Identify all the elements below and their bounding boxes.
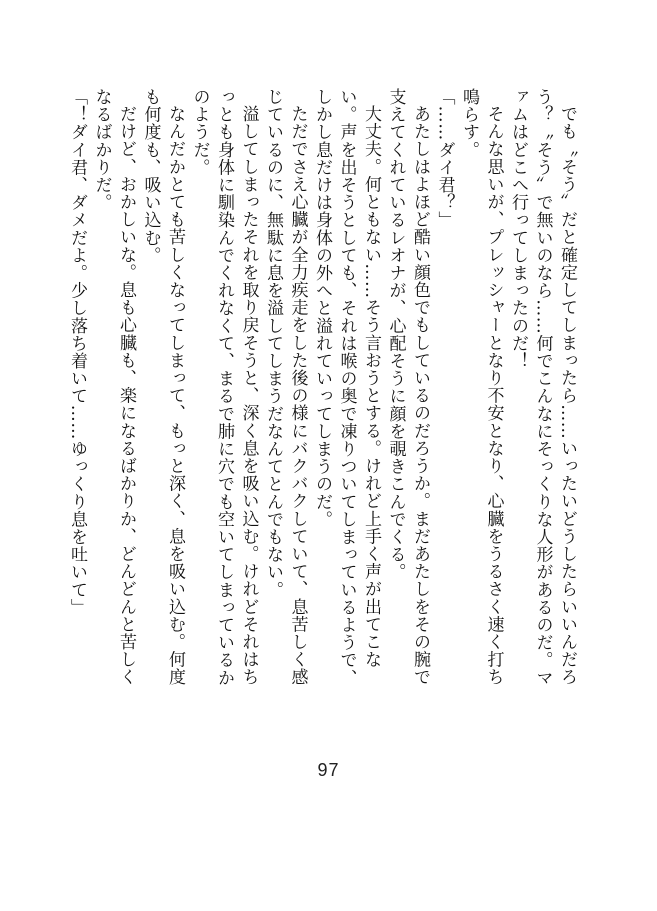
paragraph-4: あたしはよほど酷い顔色でもしているのだろうか。まだあたしをその腕で支えてくれているレオナが、心配そうに顔を覗きこんでくる。 xyxy=(385,88,430,686)
paragraph-3-dialogue: 「……ダイ君？」 xyxy=(434,88,455,229)
paragraph-5: 大丈夫。何ともない……そう言おうとする。けれど上手く声が出てこない。声を出そうとしても、それは喉の奥で凍りついてしまっているようで、しかし息だけは身体の外へと溢れていってしまうのだ。 xyxy=(312,88,381,687)
paragraph-8: なんだかとても苦しくなってしまって、もっと深く、息を吸い込む。何度も何度も、吸い込む。 xyxy=(140,88,185,686)
paragraph-9: だけど、おかしいな。息も心臓も、楽になるばかりか、どんどんと苦しくなるばかりだ。 xyxy=(91,88,136,686)
paragraph-1: でも〝そう〟だと確定してしまったら……いったいどうしたらいいんだろう？〝そう〟で無いのなら……何でこんなにそっくりな人形があるのだ。マァムはどこへ行ってしまったのだ！ xyxy=(508,88,577,687)
vertical-text-body xyxy=(59,88,579,700)
paragraph-2: そんな思いが、プレッシャーとなり不安となり、心臓をうるさく速く打ち鳴らす。 xyxy=(459,88,504,686)
paragraph-10-dialogue: 「！ダイ君、ダメだよ。少し落ち着いて……ゆっくり息を吐いて」 xyxy=(67,88,87,616)
paragraph-6: ただでさえ心臓が全力疾走をした後の様にバクバクしていて、息苦しく感じているのに、無駄に息を溢してしまうだなんてとんでもない。 xyxy=(263,88,308,686)
page-number: 97 xyxy=(317,760,340,780)
paragraph-7: 溢してしまったそれを取り戻そうと、深く息を吸い込む。けれどそれはちっとも身体に馴染んでくれなくて、まるで肺に穴でも空いてしまっているかのようだ。 xyxy=(189,88,259,687)
